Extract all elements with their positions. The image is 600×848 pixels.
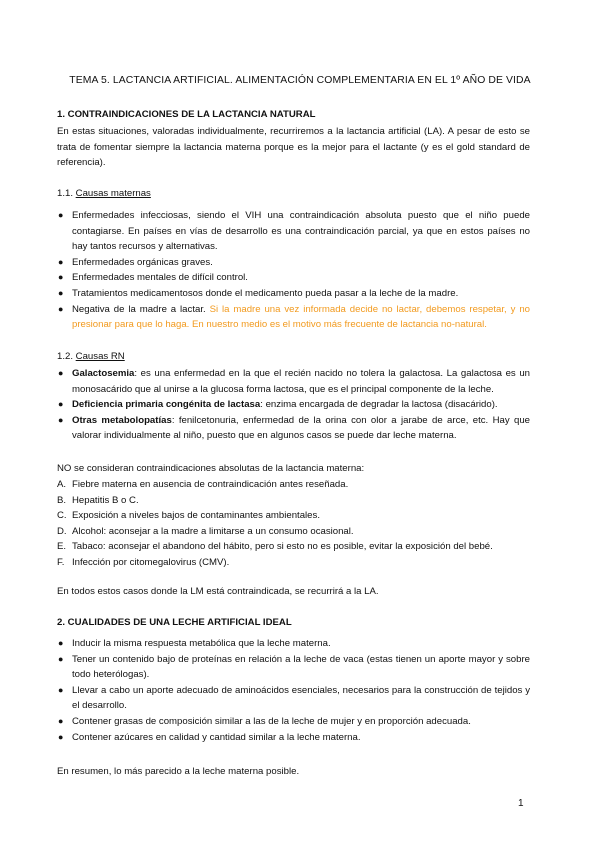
section-1-intro: En estas situaciones, valoradas individualmente, recurriremos a la lactancia artificial (LA). A pesar de esto se trata de fomentar siempre la lactancia materna porque es la mejor para el lactante (y es el gold standard de referencia). <box>57 126 530 169</box>
document-title: TEMA 5. LACTANCIA ARTIFICIAL. ALIMENTACIÓN COMPLEMENTARIA EN EL 1º AÑO DE VIDA <box>69 75 531 86</box>
page-number: 1 <box>518 798 524 809</box>
section-2-heading: 2. CUALIDADES DE UNA LECHE ARTIFICIAL IDEAL <box>57 617 292 628</box>
list-item: ● Contener azúcares en calidad y cantidad similar a la leche materna. <box>57 730 530 746</box>
list-item: E. Tabaco: aconsejar el abandono del hábito, pero si esto no es posible, evitar la exposición del bebé. <box>57 541 493 553</box>
list-item: ● Galactosemia: es una enfermedad en la que el recién nacido no tolera la galactosa. La galactosa es un monosacárido que al unirse a la glucosa forma lactosa, que es el principal componente de la leche. <box>58 368 530 395</box>
section-2-summary: En resumen, lo más parecido a la leche materna posible. <box>57 766 300 777</box>
bullet-icon: ● <box>58 303 64 314</box>
bullet-icon: ● <box>58 653 64 664</box>
list-item: F. Infección por citomegalovirus (CMV). <box>57 556 230 568</box>
bullet-icon: ● <box>58 272 64 283</box>
bullet-icon: ● <box>58 414 64 425</box>
bullet-icon: ● <box>58 715 64 726</box>
list-item: ● Negativa de la madre a lactar. Si la madre una vez informada decide no lactar, debemos respetar, y no presionar para que lo haga. En nuestro medio es el motivo más frecuente de lactancia no-natural. <box>58 303 531 331</box>
bullet-icon: ● <box>58 399 64 410</box>
section-1-heading: 1. CONTRAINDICACIONES DE LA LACTANCIA NATURAL <box>57 109 316 120</box>
bullet-icon: ● <box>58 287 64 298</box>
not-contraindications-list <box>57 477 530 571</box>
maternal-causes-list <box>57 208 530 333</box>
subsection-maternal-heading: 1.1. Causas maternas <box>57 188 151 199</box>
list-item: D. Alcohol: aconsejar a la madre a limitarse a un consumo ocasional. <box>57 525 354 537</box>
list-item: ● Enfermedades infecciosas, siendo el VIH una contraindicación absoluta puesto que el niño puede contagiarse. En países en vías de desarrollo es una contraindicación parcial, ya que en estos países no hay tantos recursos y alternativas. <box>58 210 530 253</box>
list-item: ● Deficiencia primaria congénita de lactasa: enzima encargada de degradar la lactosa (disacárido). <box>57 397 530 413</box>
bullet-icon: ● <box>58 256 64 267</box>
list-item: ● Tener un contenido bajo de proteínas en relación a la leche de vaca (estas tienen un aporte mayor y sobre todo heterólogas). <box>58 653 530 681</box>
list-item: ● Tratamientos medicamentosos donde el medicamento pueda pasar a la leche de la madre. <box>57 286 530 302</box>
ideal-milk-qualities-list <box>57 636 530 745</box>
highlighted-note: Si la madre una vez informada decide no lactar, debemos respetar, y no presionar para que lo haga. En nuestro medio es el motivo más frecuente de lactancia no-natural. <box>72 303 531 331</box>
bullet-icon: ● <box>58 638 64 648</box>
list-item: B. Hepatitis B o C. <box>57 494 139 506</box>
not-contraindications-intro: NO se consideran contraindicaciones absolutas de la lactancia materna: <box>57 463 365 474</box>
list-item: ● Inducir la misma respuesta metabólica que la leche materna. <box>57 636 530 652</box>
bullet-icon: ● <box>58 368 64 378</box>
bullet-icon: ● <box>58 684 64 695</box>
section-1-closing: En todos estos casos donde la LM está contraindicada, se recurrirá a la LA. <box>57 586 379 597</box>
list-item: ● Contener grasas de composición similar a las de la leche de mujer y en proporción adecuada. <box>57 714 530 730</box>
list-item: ● Otras metabolopatías: fenilcetonuria, enfermedad de la orina con olor a jarabe de arce, etc. Hay que valorar individualmente al niño, puesto que en algunos casos se puede dar leche materna. <box>58 414 530 442</box>
subsection-newborn-heading: 1.2. Causas RN <box>57 351 125 362</box>
list-item: ● Enfermedades orgánicas graves. <box>57 255 530 271</box>
list-item: ● Enfermedades mentales de difícil control. <box>57 270 530 286</box>
bullet-icon: ● <box>58 210 64 220</box>
list-item: C. Exposición a niveles bajos de contaminantes ambientales. <box>57 510 320 522</box>
bullet-icon: ● <box>58 731 64 742</box>
list-item: ● Llevar a cabo un aporte adecuado de aminoácidos esenciales, necesarios para la construcción de tejidos y el desarrollo. <box>58 684 530 712</box>
newborn-causes-list <box>57 366 530 444</box>
list-item: A. Fiebre materna en ausencia de contraindicación antes reseñada. <box>57 479 349 490</box>
